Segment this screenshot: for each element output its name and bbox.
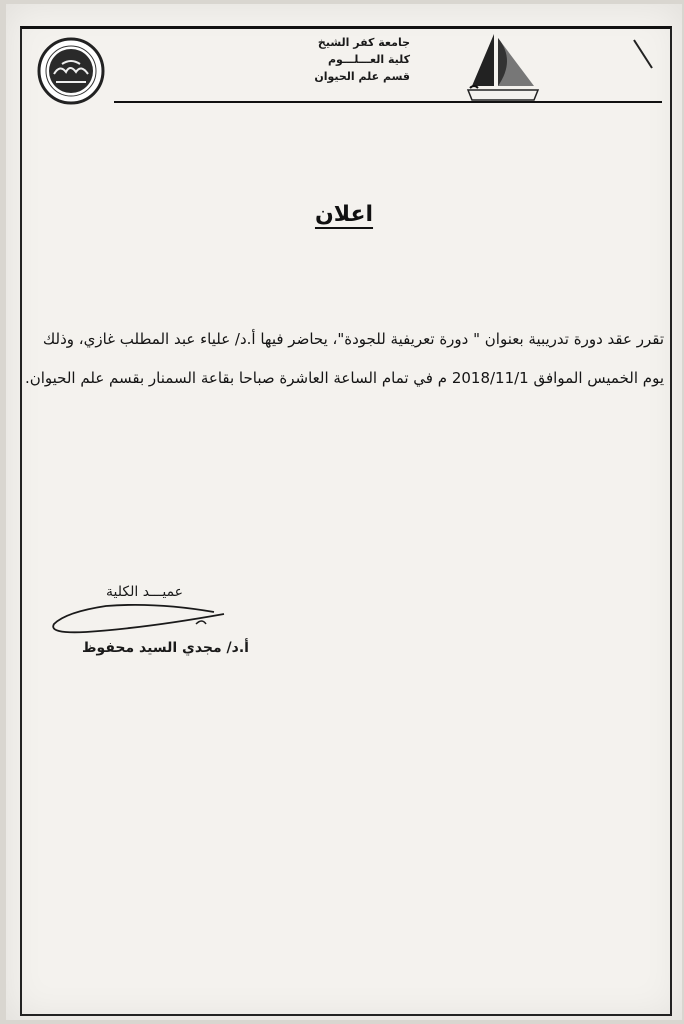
announcement-line-1: تقرر عقد دورة تدريبية بعنوان " دورة تعريفية للجودة"، يحاضر فيها أ.د/ علياء عبد المطلب غازي، وذلك [42,330,664,348]
university-logo-icon [464,30,542,104]
document-sheet [6,4,682,1020]
department-name: قسم علم الحيوان [314,70,410,83]
announcement-line-2: يوم الخميس الموافق 2018/11/1 م في تمام الساعة العاشرة صباحا بقاعة السمنار بقسم علم الحيوان. [24,369,664,387]
announcement-title [6,202,682,227]
header-text [314,34,410,85]
announcement-title-text: اعلان [314,202,374,227]
faculty-name: كلية العـــلـــوم [328,53,410,66]
header-divider [114,101,662,103]
corner-mark-icon [632,38,654,70]
university-name: جامعة كفر الشيخ [317,36,410,49]
dean-name: أ.د/ مجدي السيد محفوظ [82,640,249,656]
dean-label: عميـــد الكلية [106,584,184,600]
page-border [20,26,672,1016]
faculty-seal-icon [36,36,106,106]
